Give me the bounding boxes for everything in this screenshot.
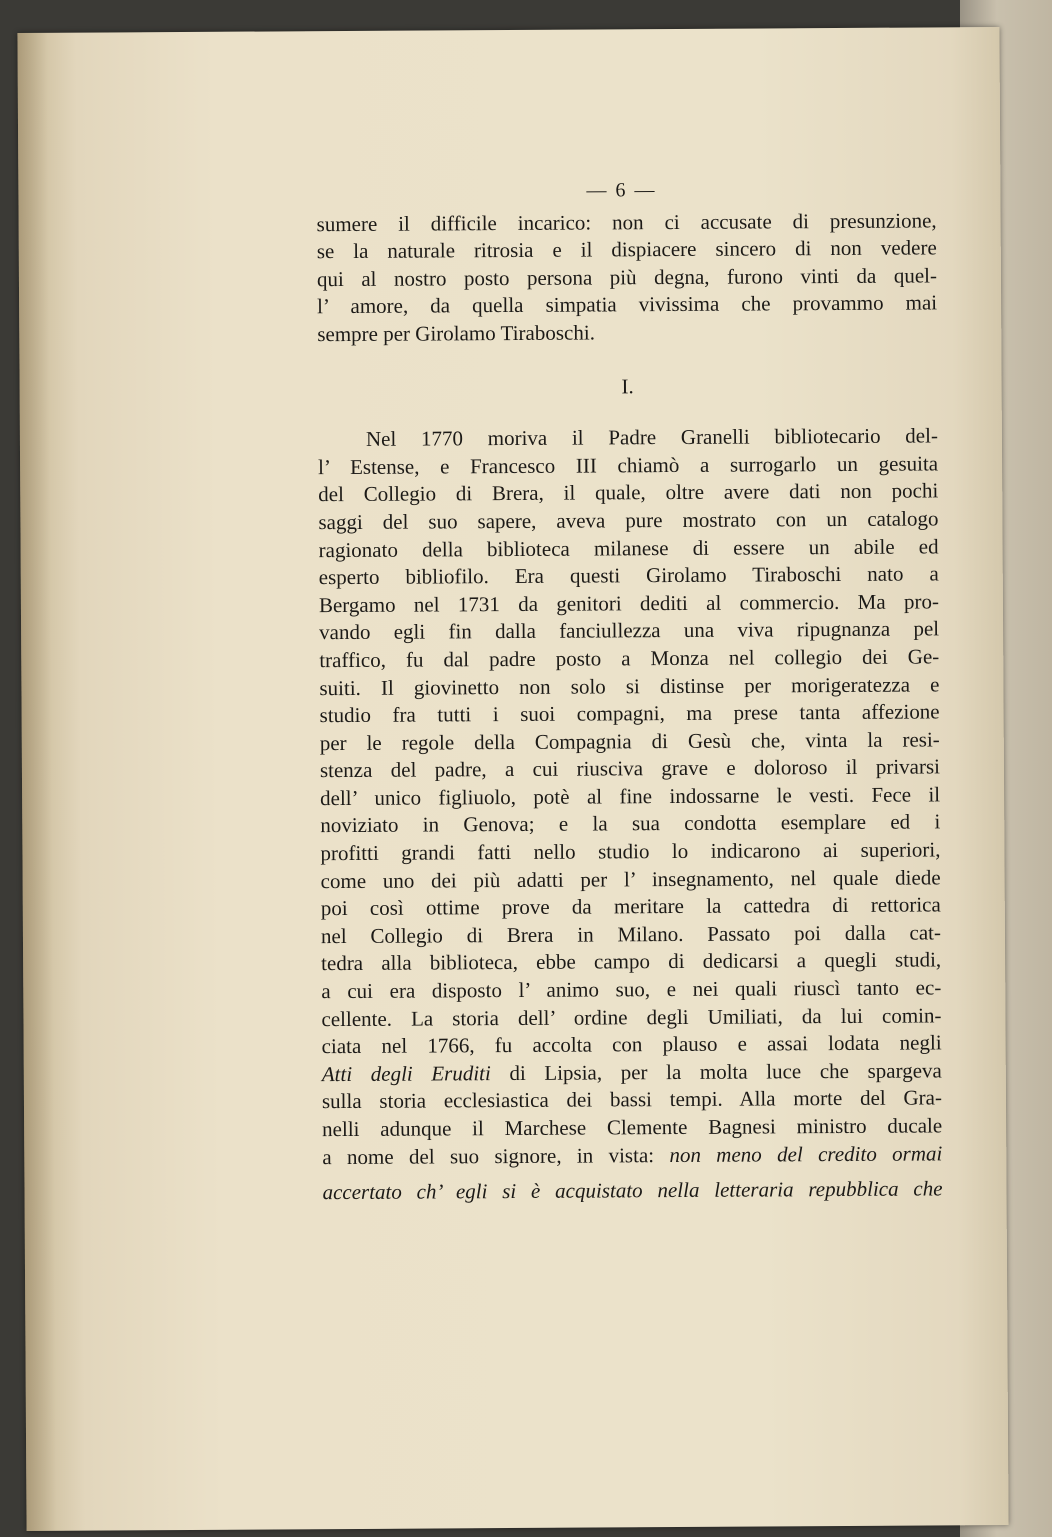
- text-block: [316, 175, 942, 1207]
- text-line: nelli adunque il Marchese Clemente Bagnesi ministro ducale: [322, 1113, 943, 1142]
- text-line: per le regole della Compagnia di Gesù che, vinta la resi-: [319, 727, 940, 755]
- text-line: a cui era disposto l’ animo suo, e nei quali riuscì tanto ec-: [321, 975, 942, 1004]
- text-line: traffico, fu dal padre posto a Monza nel collegio dei Ge-: [319, 644, 940, 673]
- text-line: sulla storia ecclesiastica dei bassi tempi. Alla morte del Gra-: [321, 1085, 943, 1114]
- text-before-quote: a nome del suo signore, in vista:: [322, 1142, 655, 1169]
- body-paragraph: [318, 423, 942, 1061]
- text-line: l’ amore, da quella simpatia vivissima che provammo mai: [317, 290, 938, 319]
- italic-title: Atti degli Eruditi: [321, 1060, 491, 1086]
- text-line: Bergamo nel 1731 da genitori dediti al commercio. Ma pro-: [318, 589, 939, 617]
- text-line: suiti. Il giovinetto non solo si distinse per morigeratezza e: [319, 671, 940, 700]
- text-line: Nel 1770 moriva il Padre Granelli bibliotecario del-: [365, 423, 938, 452]
- text-after-title: di Lipsia, per la molta luce che spargeva: [509, 1058, 942, 1085]
- text-line: come uno dei più adatti per l’ insegnamento, nel quale diede: [320, 865, 941, 893]
- text-line: noviziato in Genova; e la sua condotta esemplare ed i: [320, 809, 941, 838]
- body-paragraph-continued: [322, 1085, 942, 1144]
- quote-line: accertato ch’ egli si è acquistato nella letteraria repubblica che: [322, 1176, 943, 1205]
- text-line: del Collegio di Brera, il quale, oltre avere dati non pochi: [318, 478, 939, 507]
- page-number: — 6 —: [586, 179, 657, 202]
- text-line: vando egli fin dalla fanciullezza una viva ripugnanza pel: [319, 616, 940, 645]
- text-line-mixed: [322, 1140, 942, 1171]
- text-line: stenza del padre, a cui riusciva grave e doloroso il privarsi: [319, 754, 941, 783]
- text-line: tedra alla biblioteca, ebbe campo di dedicarsi a quegli studi,: [321, 947, 942, 976]
- book-page: [17, 27, 1008, 1531]
- text-line: studio fra tutti i suoi compagni, ma prese tanta affezione: [319, 699, 940, 728]
- intro-paragraph: [317, 207, 938, 349]
- text-line: esperto bibliofilo. Era questi Girolamo Tiraboschi nato a: [318, 561, 939, 590]
- text-line: dell’ unico figliuolo, potè al fine indossarne le vesti. Fece il: [320, 782, 941, 811]
- text-line: cellente. La storia dell’ ordine degli Umiliati, da lui comin-: [321, 1003, 942, 1031]
- text-line: profitti grandi fatti nello studio lo indicarono ai superiori,: [320, 837, 941, 866]
- text-line: poi così ottime prove da meritare la cattedra di rettorica: [320, 892, 941, 921]
- section-heading: I.: [621, 373, 634, 398]
- text-line: nel Collegio di Brera in Milano. Passato poi dalla cat-: [320, 920, 942, 949]
- text-line: se la naturale ritrosia e il dispiacere sincero di non vedere: [316, 235, 937, 264]
- text-line: saggi del suo sapere, aveva pure mostrato con un catalogo: [318, 506, 939, 535]
- text-line: sempre per Girolamo Tiraboschi.: [317, 320, 595, 347]
- text-line: l’ Estense, e Francesco III chiamò a surrogarlo un gesuita: [318, 451, 939, 479]
- text-line: sumere il difficile incarico: non ci accusate di presunzione,: [316, 207, 937, 236]
- quote-start: non meno del credito ormai: [669, 1140, 943, 1167]
- text-line: qui al nostro posto persona più degna, furono vinti da quel-: [316, 263, 938, 291]
- text-line: ragionato della biblioteca milanese di essere un abile ed: [318, 533, 939, 562]
- text-line: ciata nel 1766, fu accolta con plauso e assai lodata negli: [321, 1030, 942, 1059]
- text-line-italic-title: [322, 1057, 942, 1088]
